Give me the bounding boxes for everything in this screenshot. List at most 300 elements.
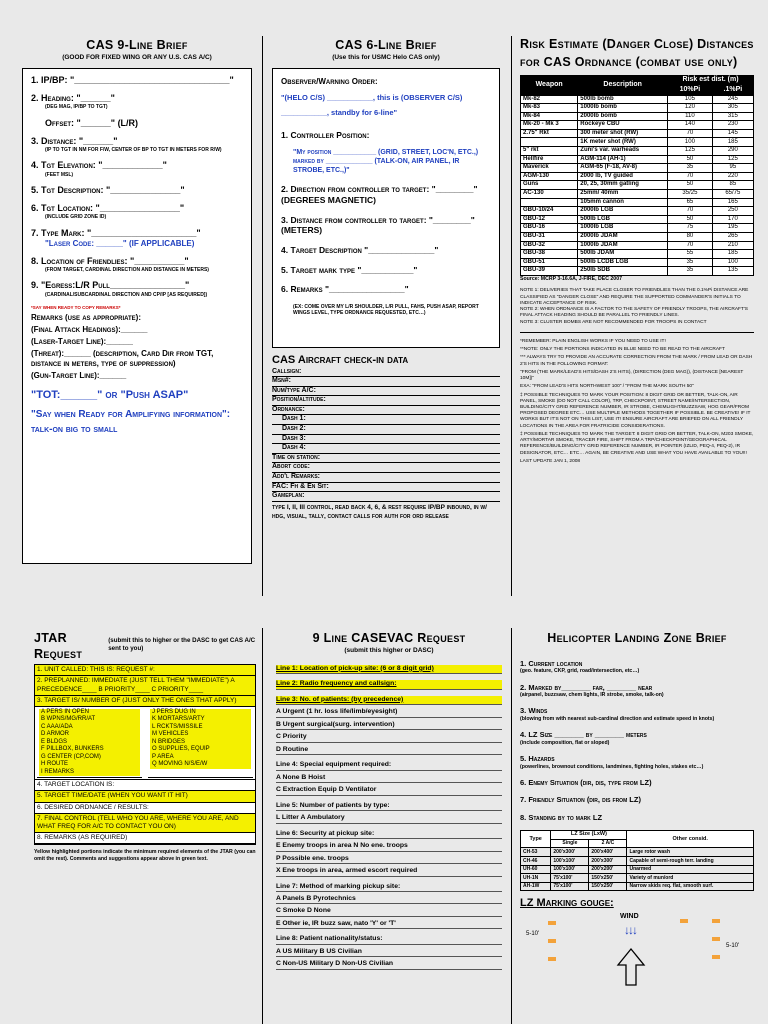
hlz-item: 5. Hazards (powerlines, brownout conditions, landmines, fighting holes, stakes etc…) <box>520 754 754 770</box>
cas6-items <box>281 130 491 295</box>
risk-value: 245 <box>712 95 753 104</box>
hlz-cell: 75'x100' <box>551 874 589 883</box>
risk-value: 35 <box>668 164 713 173</box>
nine-line-text: 9. "Egress:L/R Pull_______________" <box>31 280 190 291</box>
target-option: N BRIDGES <box>150 739 251 747</box>
hlz-item: 1. Current location (geo. feature, CKP, grid, road/intersection, etc…) <box>520 659 754 675</box>
hlz-items <box>520 659 754 823</box>
risk-value: 35 <box>668 267 713 276</box>
hlz-cell: Large rotor wash <box>627 848 754 857</box>
risk-value: 220 <box>712 172 753 181</box>
hlz-cell: 200'x400' <box>589 848 627 857</box>
nine-line-note: (IP TO TGT IN NM FOR F/W, CENTER OF BP TO TGT IN METERS FOR R/W) <box>45 147 222 153</box>
hlz-item: 6. Enemy Situation (dir, dis, type from LZ) <box>520 778 652 787</box>
hlz-sub: (blowing from with nearest sub-cardinal direction and estimate speed in knots) <box>520 715 715 722</box>
risk-value: 290 <box>712 147 753 156</box>
nine-line-text: 5. Tgt Description: "______________" <box>31 184 185 195</box>
nine-line-item <box>31 228 243 249</box>
checkin-field: Num/type A/C: <box>272 387 500 397</box>
risk-cell: Hellfire <box>521 155 578 164</box>
risk-cell: Guns <box>521 181 578 190</box>
hlz-cell: 150'x250' <box>589 882 627 891</box>
nine-line-note: (CARDINAL/SUBCARDINAL DIRECTION AND CP/IP [AS REQUIRED]) <box>45 291 208 298</box>
target-option: P AREA <box>150 754 251 762</box>
risk-cell: 500lb bomb <box>578 95 668 104</box>
risk-row <box>521 198 754 207</box>
hlz-cell: CH-46 <box>521 856 551 865</box>
hlz-row <box>521 865 754 874</box>
risk-notes <box>520 288 754 325</box>
risk-cell: 20, 25, 30mm gatling <box>578 181 668 190</box>
checkin-field: Add'l Remarks: <box>272 473 500 483</box>
jtar-footer: Yellow highlighted portions indicate the minimum required elements of the JTAR (you can omit the rest). Comments and suggestions appear above in green text. <box>34 849 256 862</box>
hlz-item: 4. LZ Size _______ by _______ meters (include composition, flat or sloped) <box>520 730 754 746</box>
hlz-cell: Narrow skids req. flat, smooth surf. <box>627 882 754 891</box>
target-option: I REMARKS <box>39 769 140 777</box>
dist-label-1: 5-10' <box>526 931 540 938</box>
jtar-targets-right <box>148 708 253 779</box>
nine-line-text: 1. IP/BP: "_______________________________" <box>31 74 234 85</box>
nine-line-text: 4. Tgt Elevation: "____________" <box>31 160 167 171</box>
dist-label-2: 5-10' <box>726 943 740 950</box>
casevac-line: B Urgent surgical(surg. intervention) <box>276 721 502 730</box>
casevac-line: C Smoke D None <box>276 907 502 916</box>
risk-remember <box>520 339 754 465</box>
risk-cell: GBU-32 <box>521 241 578 250</box>
six-line-item: 2. Direction from controller to target: "________" (DEGREES MAGNETIC) <box>281 184 478 205</box>
hlz-item: 3. Winds (blowing from with nearest sub-cardinal direction and estimate speed in knots) <box>520 706 754 722</box>
six-line-item: 6. Remarks "________________" <box>281 284 409 295</box>
column-divider <box>511 36 512 596</box>
hlz-cell: 100'x100' <box>551 856 589 865</box>
jtar-title: JTAR Request <box>34 631 83 661</box>
laser-code-line: "Laser Code: ______" (IF APPLICABLE) <box>45 238 195 248</box>
risk-value: 135 <box>712 267 753 276</box>
checkin-field: Abort code: <box>272 463 500 473</box>
column-divider <box>262 628 263 1024</box>
nine-line-item <box>31 93 243 111</box>
ready-note: *SAY WHEN READY TO COPY REMARKS* <box>31 304 121 310</box>
checkin-field: Dash 1: <box>272 415 500 425</box>
risk-value: 305 <box>712 104 753 113</box>
remark-line: (Threat):______ (description, Card Dir from TGT, distance in meters, type of suppression) <box>31 349 214 369</box>
wind-arrows-icon: ↓↓↓ <box>624 923 636 938</box>
casevac-line: P Possible ene. troops <box>276 855 502 864</box>
casevac-line: A US Military B US Civilian <box>276 948 502 957</box>
jtar-row: 3. TARGET IS/ NUMBER OF (JUST ONLY THE ONES THAT APPLY) <box>35 696 255 707</box>
jtar-targets-left <box>37 708 142 779</box>
target-option: G CENTER (CP,COM) <box>39 754 140 762</box>
tot-line: "TOT:______" or "Push ASAP" <box>31 389 189 402</box>
th-10pi: 10%Pi <box>668 85 713 95</box>
nine-line-note: (INCLUDE GRID ZONE ID) <box>45 214 107 221</box>
checkin-field: Dash 4: <box>272 444 500 454</box>
cas6-title: CAS 6-Line Brief <box>335 38 437 52</box>
risk-value: 210 <box>712 241 753 250</box>
risk-row <box>521 112 754 121</box>
nine-line-item <box>31 256 243 274</box>
risk-value: 265 <box>712 233 753 242</box>
target-option: J PERS DUG IN <box>150 709 251 717</box>
hlz-cell: 150'x250' <box>589 874 627 883</box>
target-option: D ARMOR <box>39 731 140 739</box>
cas6-remarks-note: (EX: COME OVER MY L/R SHOULDER, L/R PULL, FAHS, PUSH ASAP, REPORT WINGS LEVEL, TYPE ORDNANCE REQUESTED, ETC…) <box>293 303 479 316</box>
jtar-section <box>34 631 256 862</box>
risk-row <box>521 172 754 181</box>
nine-line-text: 6. Tgt Location: "________________" <box>31 203 185 213</box>
landing-arrow-icon <box>614 947 648 987</box>
risk-row <box>521 164 754 173</box>
hlz-sub: (airpanel, buzzsaw, chem lights, IR strobe, smoke, talk-on) <box>520 691 664 698</box>
checkin-field: Dash 2: <box>272 425 500 435</box>
risk-row <box>521 104 754 113</box>
remark-line: Remarks (use as appropriate): <box>31 313 142 323</box>
hlz-cell: Unarmed <box>627 865 754 874</box>
risk-value: 35/25 <box>668 190 713 199</box>
risk-row <box>521 267 754 276</box>
jtar-row: 4. TARGET LOCATION IS: <box>35 780 255 791</box>
nine-line-text: 2. Heading: "______" <box>31 93 115 103</box>
casevac-line: Line 2: Radio frequency and callsign: <box>276 680 502 689</box>
jtar-subtitle: (submit this to higher or the DASC to get CAS A/C sent to you) <box>108 637 256 652</box>
risk-value: 50 <box>668 181 713 190</box>
risk-row <box>521 147 754 156</box>
column-divider <box>511 628 512 1024</box>
target-option: F PILLBOX, BUNKERS <box>39 746 140 754</box>
risk-cell: AGM-65 (F-18, AV-8) <box>578 164 668 173</box>
risk-source: Source: MCRP 3-16.6A, J-FIRE, DEC 2007 <box>520 275 622 282</box>
risk-value: 35 <box>668 258 713 267</box>
cas9-title: CAS 9-Line Brief <box>86 38 188 52</box>
risk-value: 315 <box>712 112 753 121</box>
risk-row <box>521 207 754 216</box>
lz-marker <box>548 921 556 925</box>
casevac-title: 9 Line CASEVAC Request <box>312 631 466 645</box>
hlz-sub: (powerlines, brownout conditions, landmines, fighting holes, stakes etc…) <box>520 763 704 770</box>
remember-note: *** ALWAYS TRY TO PROVIDE AN ACCURATE CORRECTION FROM THE MARK / FROM LEAD OR DASH 2'S HITS IN THE FOLLOWING FORMAT: <box>520 355 753 367</box>
target-option: K MORTARS/ARTY <box>150 716 251 724</box>
gouge-title: LZ Marking gouge: <box>520 897 614 910</box>
casevac-line: Line 8: Patient nationality/status: <box>276 935 502 944</box>
risk-table <box>520 75 754 276</box>
risk-row <box>521 258 754 267</box>
risk-cell: 2000lb bomb <box>578 112 668 121</box>
risk-row <box>521 190 754 199</box>
remember-note: EXA: "FROM LEAD'S HITS NORTHWEST 100" / "FROM THE MARK SOUTH 50" <box>520 384 694 390</box>
cas9-box <box>22 68 252 564</box>
risk-title: Risk Estimate (Danger Close) Distances for CAS Ordnance (combat use only) <box>520 37 754 69</box>
target-option: C AAA/ADA <box>39 724 140 732</box>
six-line-item: 1. Controller Position: <box>281 129 370 140</box>
risk-value: 185 <box>712 250 753 259</box>
wind-label: WIND <box>620 913 639 921</box>
remember-note: *REMEMBER: PLAIN ENGLISH WORKS IF YOU NEED TO USE IT! <box>520 338 666 344</box>
checkin-fields <box>272 368 500 502</box>
hlz-cell: UH-1N <box>521 874 551 883</box>
jtar-target-grid <box>35 707 255 781</box>
hlz-item: 8. Standing by to mark LZ <box>520 812 603 822</box>
risk-value: 70 <box>668 241 713 250</box>
risk-cell: Mk-83 <box>521 104 578 113</box>
hlz-item: 7. Friendly Situation (dir, dis from LZ) <box>520 795 641 805</box>
nine-line-item <box>31 118 243 129</box>
risk-value: 110 <box>668 112 713 121</box>
hlz-cell: CH-53 <box>521 848 551 857</box>
risk-cell: Zuni's var. warheads <box>578 147 668 156</box>
risk-value: 80 <box>668 233 713 242</box>
checkin-field: Gameplan: <box>272 492 500 502</box>
nine-line-item <box>31 203 243 221</box>
hlz-th-2ac: 2 A/C <box>589 839 627 848</box>
six-line-item: 3. Distance from controller to target: "________" (METERS) <box>281 214 475 236</box>
risk-cell: 300 meter shot (RW) <box>578 129 668 138</box>
hlz-cell: 200'x200' <box>589 865 627 874</box>
nine-line-item <box>31 280 243 298</box>
nine-line-note: (DEG MAG, IP/BP TO TGT) <box>45 104 108 111</box>
risk-value: 95 <box>712 164 753 173</box>
cas9-subtitle: (GOOD FOR FIXED WING OR ANY U.S. CAS A/C) <box>62 53 212 61</box>
remember-note: ‡ POSSIBLE TECHNIQUES TO MARK YOUR POSITION: 8 DIGIT GRID OR BETTER, TALK-ON, AIR PANEL, SMOKE (DO NOT CALL COLOR), TRP, CHECKPOINT, STREET NAME/INTERSECTION, BUILDING/CITY GRID REFERENCE NUMBER, IR STROBE, CHEMLIGHT/BUZZSAW, HOG GEAR/FROM PROPOSED DEGREE ETC… USE MULTIPLE METHODS TOGETHER IF POSSIBLE. BE CREATIVE! IF IT WORKS BUT IT'S NOT ON THIS LIST, USE IT! ENSURE AIRCRAFT ARE BRIEFED ON ALL FRIENDLY LOCATIONS IN THE AREA FOR FRATRICIDE CONSIDERATIONS. <box>520 392 751 429</box>
risk-cell: AC-130 <box>521 190 578 199</box>
risk-cell: AGM-114 (AH-1) <box>578 155 668 164</box>
hlz-cell: Variety of mun/ord <box>627 874 754 883</box>
column-divider <box>262 36 263 596</box>
th-description: Description <box>578 76 668 96</box>
order-line-1: "(HELO C/S) ___________, this is (OBSERVER C/S) <box>281 92 463 102</box>
checkin-field: FAC: Fh & En Sit: <box>272 483 500 493</box>
remember-note: ‡ POSSIBLE TECHNIQUES TO MARK THE TARGET: 8 DIGIT GRID OR BETTER, TALK-ON, M203 SMOKE, ARTY/MORTAR SMOKE, TRACER FIRE, SHIFT FROM A TRP/CHECKPOINT/GEOGRAPHICAL REFERENCE/BUILDING/CITY GRID REFERENCE NUMBER, IR POINTER (IZLID, PEQ-4, PEQ-2), IR DESIGNATOR, ETC… ETC… AGAIN, BE CREATIVE AND USE WHAT YOU HAVE AVAILABLE TO YOU!!! <box>520 431 754 456</box>
checkin-field: Callsign: <box>272 368 500 378</box>
divider <box>520 332 754 333</box>
jtar-row: 1. UNIT CALLED: THIS IS: REQUEST #: <box>35 665 255 676</box>
risk-value: 105 <box>668 95 713 104</box>
checkin-field: Dash 3: <box>272 435 500 445</box>
jtar-row: 2. PREPLANNED: IMMEDIATE (JUST TELL THEM "IMMEDIATE") A PRECEDENCE____ B PRIORITY____ C PRIORITY____ <box>35 676 255 695</box>
target-option: Q MOVING N/S/E/W <box>150 761 251 769</box>
risk-cell: 25mm/ 40mm <box>578 190 668 199</box>
risk-value: 70 <box>668 129 713 138</box>
risk-section <box>520 36 754 467</box>
jtar-row: 5. TARGET TIME/DATE (WHEN YOU WANT IT HIT) <box>35 791 255 802</box>
risk-row <box>521 181 754 190</box>
jtar-row: 6. DESIRED ORDNANCE / RESULTS: <box>35 803 255 814</box>
remember-note: LAST UPDATE JAN 1, 2008 <box>520 458 581 464</box>
risk-cell: AGM-130 <box>521 172 578 181</box>
risk-cell: 2000lb JDAM <box>578 233 668 242</box>
risk-value: 70 <box>668 172 713 181</box>
hlz-row <box>521 856 754 865</box>
risk-value: 50 <box>668 155 713 164</box>
casevac-line: Line 4: Special equipment required: <box>276 761 502 770</box>
risk-row <box>521 95 754 104</box>
risk-row <box>521 155 754 164</box>
risk-value: 125 <box>668 147 713 156</box>
nine-line-text: 8. Location of Friendlies: "__________" <box>31 255 189 266</box>
risk-row <box>521 138 754 147</box>
remark-line: (Laser-Target Line):______ <box>31 337 133 347</box>
casevac-line: Line 5: Number of patients by type: <box>276 802 502 811</box>
hlz-sub: (include composition, flat or sloped) <box>520 739 610 746</box>
hlz-th-other: Other consid. <box>627 831 754 848</box>
nine-line-text: 3. Distance: "______" <box>31 135 118 146</box>
casevac-line: Line 7: Method of marking pickup site: <box>276 883 502 892</box>
casevac-line: A Urgent (1 hr. loss life/limb/eyesight) <box>276 708 502 717</box>
risk-row <box>521 224 754 233</box>
risk-value: 170 <box>712 215 753 224</box>
casevac-subtitle: (submit this higher or DASC) <box>344 646 434 654</box>
risk-value: 70 <box>668 207 713 216</box>
hlz-th-single: Single <box>551 839 589 848</box>
risk-cell: 1000lb LGB <box>578 224 668 233</box>
lz-marker <box>712 955 720 959</box>
risk-cell: 5" rkt <box>521 147 578 156</box>
hlz-cell: 75'x100' <box>551 882 589 891</box>
risk-note: NOTE 3: CLUSTER BOMBS ARE NOT RECOMMENDED FOR TROOPS IN CONTACT <box>520 319 707 325</box>
risk-cell: 2.75" Rkt <box>521 129 578 138</box>
hlz-th-type: Type <box>521 831 551 848</box>
casevac-line: Line 3: No. of patients: (by precedence) <box>276 696 502 705</box>
risk-cell: 1000lb JDAM <box>578 241 668 250</box>
risk-cell: GBU-12 <box>521 215 578 224</box>
nine-line-text: Offset: "______" (L/R) <box>45 117 139 128</box>
casevac-line: C Non-US Military D Non-US Civilian <box>276 960 502 969</box>
remember-note: "FROM (THE MARK/LEAD'S HITS/DASH 2'S HITS), (DIRECTION (DEG MAG)), (DISTANCE [NEAREST 10M])" <box>520 369 744 382</box>
casevac-line: A None B Hoist <box>276 774 502 783</box>
casevac-line: Line 6: Security at pickup site: <box>276 830 502 839</box>
risk-cell: GBU-51 <box>521 258 578 267</box>
risk-cell: 2000 lb, TV guided <box>578 172 668 181</box>
risk-note: NOTE 2: WHEN ORDNANCE IS A FACTOR TO THE SAFETY OF FRIENDLY TROOPS, THE AIRCRAFT'S FINAL ATTACK HEADING SHOULD BE PARALLEL TO FRIENDLY LINES. <box>520 307 749 319</box>
lz-marker <box>680 919 688 923</box>
casevac-line: Line 1: Location of pick-up site: (6 or 8 digit grid) <box>276 665 502 674</box>
cas9-section <box>22 38 252 564</box>
checkin-section <box>272 354 500 522</box>
checkin-field: Time on station: <box>272 454 500 464</box>
hlz-cell: 100'x100' <box>551 865 589 874</box>
hlz-row <box>521 874 754 883</box>
th-01pi: .1%Pi <box>712 85 753 95</box>
risk-cell: 500lb LGB <box>578 215 668 224</box>
nine-line-item <box>31 160 243 178</box>
risk-row <box>521 241 754 250</box>
six-line-item: 4. Target Description "______________" <box>281 244 439 255</box>
hlz-cell: 200'x300' <box>551 848 589 857</box>
th-risk: Risk est dist. (m) <box>668 76 754 86</box>
casevac-line: X Ene troops in area, armed escort required <box>276 867 502 876</box>
risk-cell: 250lb SDB <box>578 267 668 276</box>
risk-row <box>521 129 754 138</box>
risk-value: 250 <box>712 207 753 216</box>
casevac-line: A Panels B Pyrotechnics <box>276 895 502 904</box>
hlz-row <box>521 882 754 891</box>
jtar-box <box>34 664 256 845</box>
cas6-section <box>272 38 500 522</box>
casevac-section <box>276 631 502 973</box>
target-option: B WPNS/MG/RR/AT <box>39 716 140 724</box>
checkin-field: Ordnance: <box>272 406 500 416</box>
risk-value: 75 <box>668 224 713 233</box>
casevac-line: L Litter A Ambulatory <box>276 814 502 823</box>
nine-line-item <box>31 75 243 86</box>
remark-line: (Final Attack Headings):______ <box>31 325 148 335</box>
risk-value: 120 <box>668 104 713 113</box>
checkin-field: Position/altitude: <box>272 396 500 406</box>
remark-line: (Gun-Target Line):______ <box>31 371 127 381</box>
hlz-th-size: LZ Size (LxW) <box>551 831 627 840</box>
th-weapon: Weapon <box>521 76 578 96</box>
risk-cell: Mk-84 <box>521 112 578 121</box>
risk-row <box>521 121 754 130</box>
risk-value: 230 <box>712 121 753 130</box>
risk-cell: 105mm cannon <box>578 198 668 207</box>
risk-cell: Mk-20 - Mk 3 <box>521 121 578 130</box>
lz-marker <box>712 937 720 941</box>
amplify-line: "Say when Ready for Amplifying information": talk-on big to small <box>31 409 231 436</box>
casevac-line: E Other ie, IR buzz saw, nato 'Y' or 'T' <box>276 920 502 929</box>
risk-value: 65/75 <box>712 190 753 199</box>
risk-cell: 2000lb LGB <box>578 207 668 216</box>
hlz-title: Helicopter Landing Zone Brief <box>547 631 727 645</box>
lz-marker <box>548 939 556 943</box>
casevac-lines <box>276 665 502 970</box>
target-option: E BLDGS <box>39 739 140 747</box>
hlz-cell: 200'x300' <box>589 856 627 865</box>
risk-value: 100 <box>668 138 713 147</box>
risk-cell <box>521 198 578 207</box>
risk-value: 55 <box>668 250 713 259</box>
risk-cell <box>521 138 578 147</box>
nine-line-item <box>31 136 243 154</box>
cas6-subtitle: (Use this for USMC Helo CAS only) <box>332 53 440 61</box>
hlz-section <box>520 631 754 991</box>
risk-cell: GBU-10/24 <box>521 207 578 216</box>
target-option: M VEHICLES <box>150 731 251 739</box>
risk-cell: 500lb JDAM <box>578 250 668 259</box>
risk-value: 85 <box>712 181 753 190</box>
nine-line-text: 7. Type Mark: "_____________________" <box>31 227 201 238</box>
risk-cell: 1K meter shot (RW) <box>578 138 668 147</box>
nine-line-note: (FROM TARGET, CARDINAL DIRECTION AND DISTANCE IN METERS) <box>45 267 209 273</box>
risk-value: 195 <box>712 224 753 233</box>
risk-cell: Mk-82 <box>521 95 578 104</box>
risk-value: 185 <box>712 138 753 147</box>
order-title: Observer/Warning Order: <box>281 76 378 86</box>
nine-line-note: (FEET MSL) <box>45 171 74 178</box>
six-line-item: "My position ___________ (GRID, STREET, LOC'N, ETC.,) marked by ____________ (TALK-ON, AIR PANEL, IR STROBE, ETC.,)" <box>293 149 479 174</box>
target-option: A PERS IN OPEN <box>39 709 140 717</box>
casevac-line: C Priority <box>276 733 502 742</box>
risk-row <box>521 233 754 242</box>
hlz-sub: (geo. feature, CKP, grid, road/intersection, etc…) <box>520 668 640 674</box>
casevac-line: C Extraction Equip D Ventilator <box>276 786 502 795</box>
nine-line-item <box>31 185 243 196</box>
hlz-cell: UH-60 <box>521 865 551 874</box>
checkin-footer: type I, II, III control, read back 4, 6, & rest require IP/BP inbound, in w/ hdg, visual, tally, contact calls for auth for ord release <box>272 503 487 521</box>
casevac-line: D Routine <box>276 746 502 755</box>
risk-row <box>521 250 754 259</box>
risk-value: 165 <box>712 198 753 207</box>
risk-cell: GBU-16 <box>521 224 578 233</box>
cas9-lines <box>31 75 243 298</box>
six-line-item: 5. Target mark type "___________" <box>281 264 418 275</box>
checkin-field: Msn#: <box>272 377 500 387</box>
casevac-line: E Enemy troops in area N No ene. troops <box>276 842 502 851</box>
jtar-row: 7. FINAL CONTROL (TELL WHO YOU ARE, WHERE YOU ARE, AND WHAT FREQ FOR A/C TO CONTACT YOU ON) <box>35 814 255 833</box>
jtar-row: 8. REMARKS (AS REQUIRED) <box>35 833 255 844</box>
risk-cell: Rockeye CBU <box>578 121 668 130</box>
remember-note: **NOTE: ONLY THE PORTIONS INDICATED IN BLUE NEED TO BE READ TO THE AIRCRAFT <box>520 347 725 353</box>
risk-row <box>521 215 754 224</box>
